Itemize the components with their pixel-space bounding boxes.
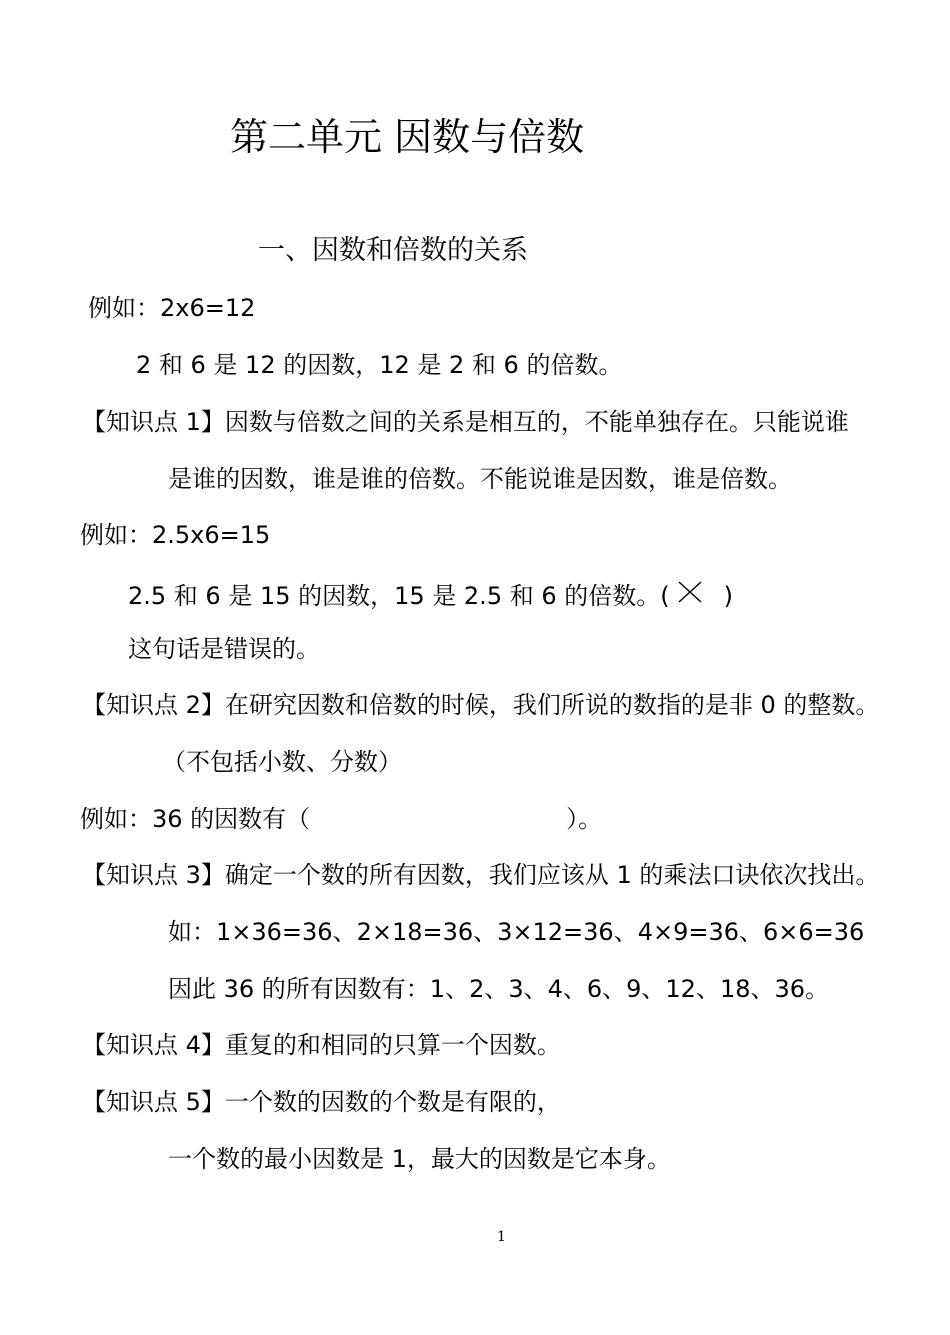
example-2-statement-text: 2.5 和 6 是 15 的因数，15 是 2.5 和 6 的倍数。(: [128, 582, 670, 610]
example-2-label: 例如：2.5x6=15: [80, 521, 271, 549]
example-2-conclusion: 这句话是错误的。: [128, 635, 320, 663]
cross-icon: [670, 580, 710, 608]
knowledge-point-5: 【知识点 5】一个数的因数的个数是有限的，: [82, 1088, 561, 1116]
example-1-label: 例如：2x6=12: [88, 294, 256, 322]
example-3-label: 例如：36 的因数有（: [80, 805, 311, 833]
example-3: [80, 807, 602, 831]
example-2-statement-close: ): [723, 582, 733, 610]
knowledge-point-1-continued: 是谁的因数，谁是谁的倍数。不能说谁是因数，谁是倍数。: [168, 465, 792, 493]
page-number: 1: [497, 1229, 506, 1245]
section-heading: 一、因数和倍数的关系: [258, 235, 528, 266]
knowledge-point-2: 【知识点 2】在研究因数和倍数的时候，我们所说的数指的是非 0 的整数。: [82, 691, 880, 719]
knowledge-point-3-example: 如：1×36=36、2×18=36、3×12=36、4×9=36、6×6=36: [168, 918, 865, 946]
example-3-close: ）。: [566, 805, 603, 833]
example-2-statement: [128, 580, 733, 608]
knowledge-point-3-result: 因此 36 的所有因数有：1、2、3、4、6、9、12、18、36。: [168, 975, 830, 1003]
knowledge-point-3: 【知识点 3】确定一个数的所有因数，我们应该从 1 的乘法口诀依次找出。: [82, 861, 880, 889]
knowledge-point-5-continued: 一个数的最小因数是 1，最大的因数是它本身。: [168, 1145, 671, 1173]
knowledge-point-4: 【知识点 4】重复的和相同的只算一个因数。: [82, 1031, 561, 1059]
example-1-statement: 2 和 6 是 12 的因数，12 是 2 和 6 的倍数。: [136, 351, 623, 379]
knowledge-point-1: 【知识点 1】因数与倍数之间的关系是相互的，不能单独存在。只能说谁: [82, 408, 849, 436]
page-title: 第二单元 因数与倍数: [230, 115, 585, 159]
knowledge-point-2-note: （不包括小数、分数）: [162, 748, 402, 776]
